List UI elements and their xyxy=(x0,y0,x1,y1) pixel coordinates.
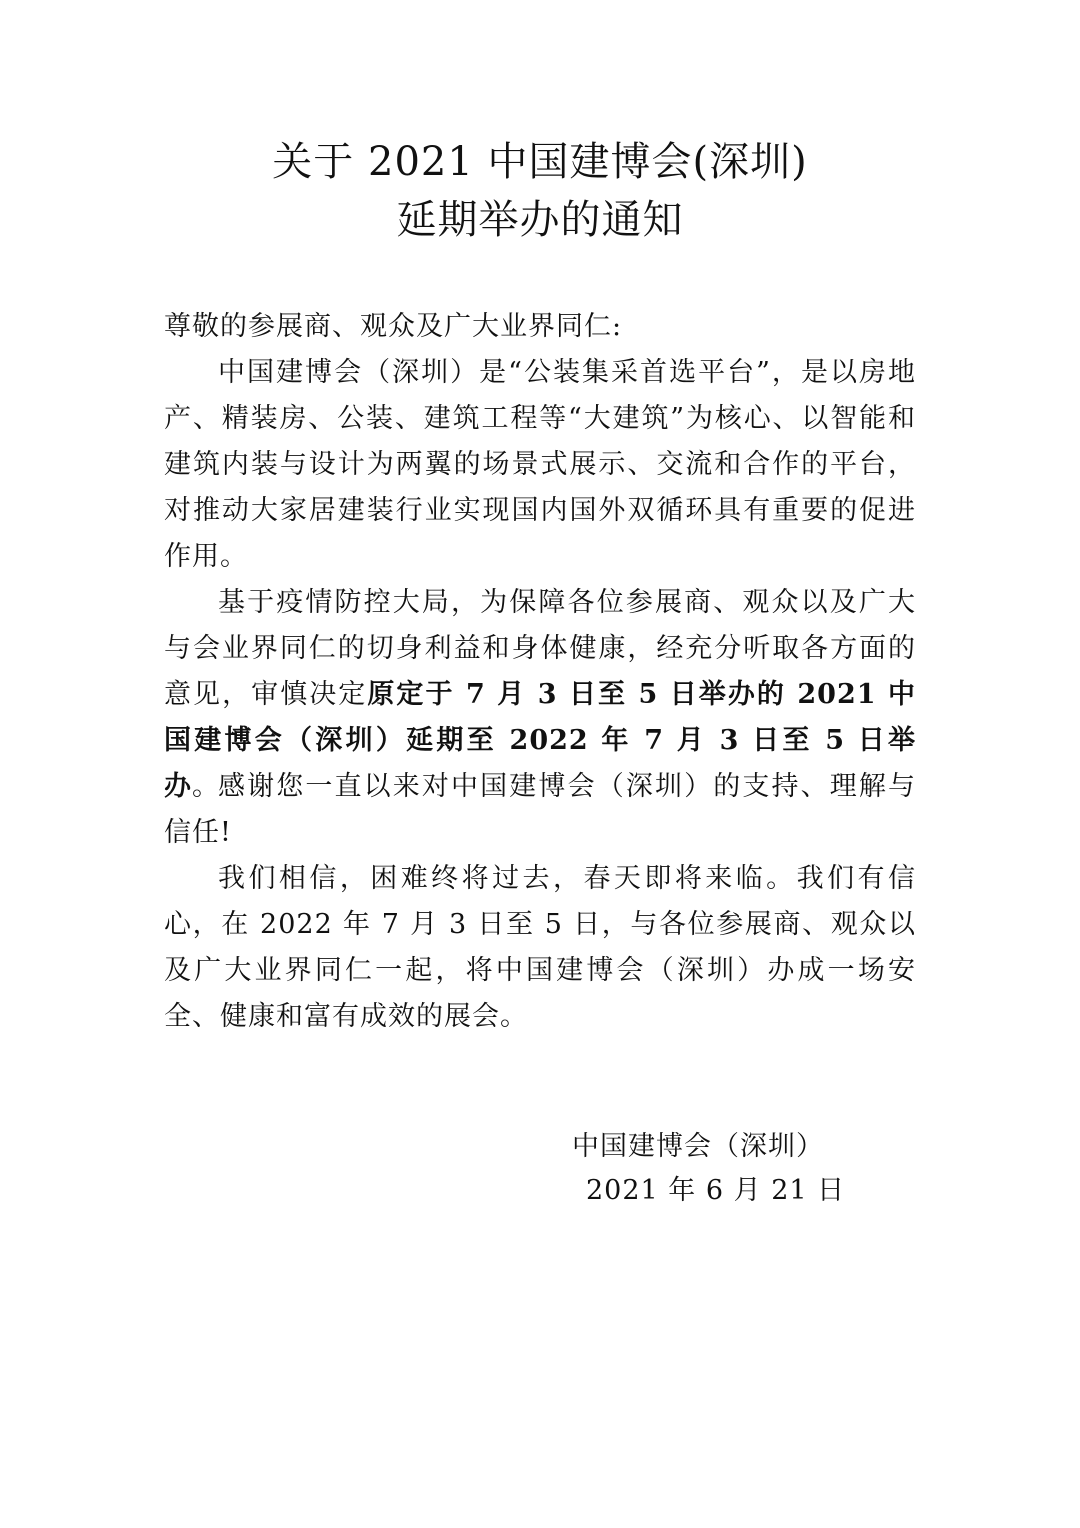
paragraph-confidence: 我们相信，困难终将过去，春天即将来临。我们有信心，在 2022 年 7 月 3 日至 5 日，与各位参展商、观众以及广大业界同仁一起，将中国建博会（深圳）办成一场安全、健康和富有成效的展会。 xyxy=(164,863,916,1032)
title-line-2: 延期举办的通知 xyxy=(396,197,684,243)
paragraph-intro: 中国建博会（深圳）是“公装集采首选平台”，是以房地产、精装房、公装、建筑工程等“大建筑”为核心、以智能和建筑内装与设计为两翼的场景式展示、交流和合作的平台，对推动大家居建装行业实现国内国外双循环具有重要的促进作用。 xyxy=(164,357,916,572)
signature-organization: 中国建博会（深圳） xyxy=(572,1131,824,1162)
postponement-text-end: 。 xyxy=(192,771,220,802)
postponement-text-start: 基于疫情防控大局，为保障各位参展商、观众以及广大与会业界同仁的切身利益和身体健康，经充分听取各方面的意见，审慎决定 xyxy=(164,587,916,710)
signature-date: 2021 年 6 月 21 日 xyxy=(586,1175,846,1206)
paragraph-thanks: 感谢您一直以来对中国建博会（深圳）的支持、理解与信任! xyxy=(164,771,916,848)
postponement-decision: 原定于 7 月 3 日至 5 日举办的 2021 中国建博会（深圳）延期至 2022 年 7 月 3 日至 5 日举办 xyxy=(164,679,916,802)
title-line-1: 关于 2021 中国建博会(深圳) xyxy=(272,139,808,185)
salutation: 尊敬的参展商、观众及广大业界同仁: xyxy=(164,311,623,342)
